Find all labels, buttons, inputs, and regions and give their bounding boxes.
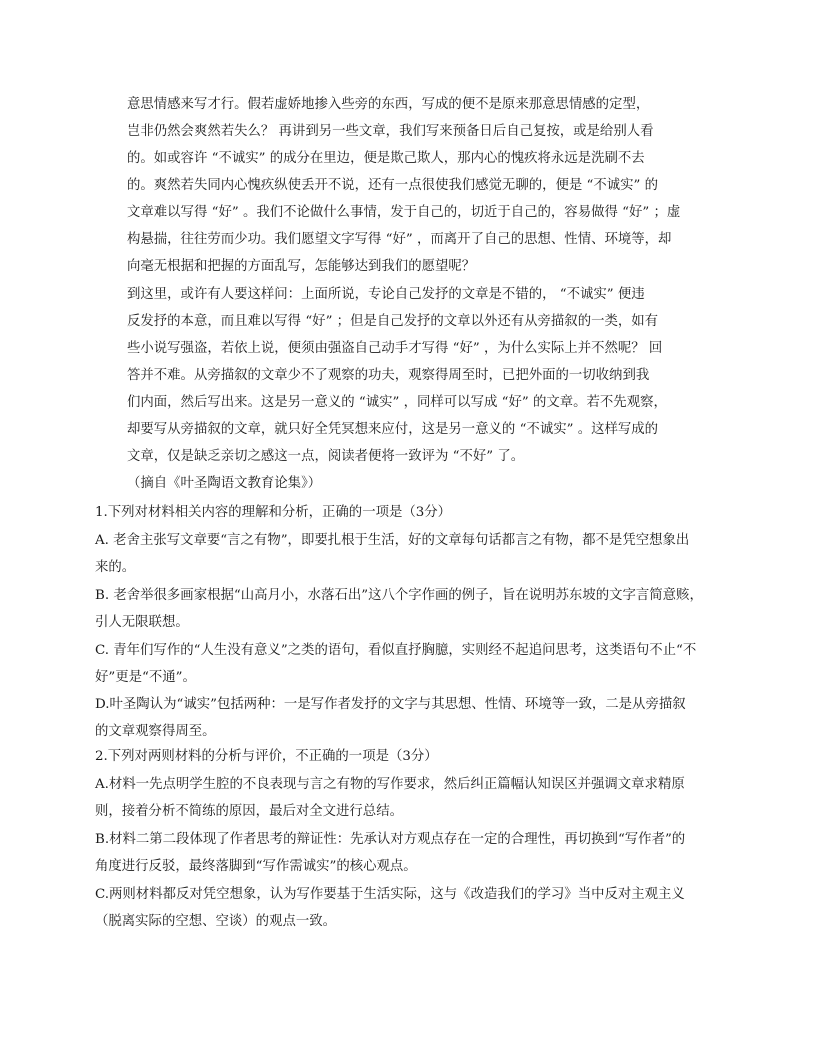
question-option: 则，接着分析不简练的原因，最后对全文进行总结。 (95, 804, 403, 819)
question-stem: 1.下列对材料相关内容的理解和分析，正确的一项是（3分） (95, 505, 452, 520)
question-option: B. 老舍举很多画家根据“山高月小，水落石出”这八个字作画的例子，旨在说明苏东坡的文字言简意赅， (95, 588, 703, 603)
passage-line: 构悬揣，往往劳而少功。我们愿望文字写得 “好” ，而离开了自己的思想、性情、环境等，却 (127, 232, 672, 247)
passage-line: 的。如或容许 “不诚实” 的成分在里边，便是欺己欺人，那内心的愧疚将永远是洗刷不去 (127, 151, 645, 166)
question-option: 的文章观察得周至。 (95, 724, 216, 739)
question-option: 引人无限联想。 (95, 615, 189, 630)
passage-line: 反发抒的本意，而且难以写得 “好” ；但是自己发抒的文章以外还有从旁描叙的一类，如有 (127, 314, 659, 329)
question-option: B.材料二第二段体现了作者思考的辩证性：先承认对方观点存在一定的合理性，再切换到“写作者”的 (95, 832, 686, 847)
passage-line: 文章难以写得 “好” 。我们不论做什么事情，发于自己的，切近于自己的，容易做得 “好” ；虚 (127, 205, 681, 220)
passage-line: 意思情感来写才行。假若虚娇地掺入些旁的东西，写成的便不是原来那意思情感的定型， (127, 97, 650, 112)
question-stem: 2.下列对两则材料的分析与评价，不正确的一项是（3分） (95, 749, 438, 764)
passage-line: 文章，仅是缺乏亲切之感这一点，阅读者便将一致评为 “不好” 了。 (127, 449, 525, 464)
passage-line: 却要写从旁描叙的文章，就只好全凭冥想来应付，这是另一意义的 “不诚实” 。这样写成的 (127, 422, 659, 437)
passage-line: 些小说写强盗，若依上说，便须由强盗自己动手才写得 “好” ，为什么实际上并不然呢？ 回 (127, 341, 663, 356)
question-option: C. 青年们写作的“人生没有意义”之类的语句，看似直抒胸臆，实则经不起追问思考，这类语句不止“不 (95, 643, 697, 658)
passage-line: 岂非仍然会爽然若失么？ 再讲到另一些文章，我们写来预备日后自己复按，或是给别人看 (127, 124, 654, 139)
passage-line: 的。爽然若失同内心愧疚纵使丢开不说，还有一点很使我们感觉无聊的，便是 “不诚实” 的 (127, 178, 659, 193)
question-option: 好”更是“不通”。 (95, 670, 196, 685)
passage-line: 们内面，然后写出来。这是另一意义的 “诚实” ，同样可以写成 “好” 的文章。若不先观察， (127, 395, 667, 410)
source-citation: （摘自《叶圣陶语文教育论集》） (127, 476, 322, 491)
passage-line: 向毫无根据和把握的方面乱写，怎能够达到我们的愿望呢？ (127, 259, 476, 274)
passage-line: 答并不难。从旁描叙的文章少不了观察的功夫，观察得周至时，已把外面的一切收纳到我 (127, 368, 650, 383)
passage-line: 到这里，或许有人要这样问：上面所说，专论自己发抒的文章是不错的， “不诚实” 便违 (127, 287, 645, 302)
question-option: D.叶圣陶认为“诚实”包括两种：一是写作者发抒的文字与其思想、性情、环境等一致，二是从旁描叙 (95, 697, 686, 712)
question-option: （脱离实际的空想、空谈）的观点一致。 (95, 914, 337, 929)
question-option: A. 老舍主张写文章要“言之有物”，即要扎根于生活，好的文章每句话都言之有物，都不是凭空想象出 (95, 533, 690, 548)
question-option: A.材料一先点明学生腔的不良表现与言之有物的写作要求，然后纠正篇幅认知误区并强调文章求精原 (95, 777, 685, 792)
question-option: 角度进行反驳，最终落脚到“写作需诚实”的核心观点。 (95, 859, 417, 874)
question-option: 来的。 (95, 560, 136, 575)
question-option: C.两则材料都反对凭空想象，认为写作要基于生活实际，这与《改造我们的学习》当中反对主观主义 (95, 887, 685, 902)
